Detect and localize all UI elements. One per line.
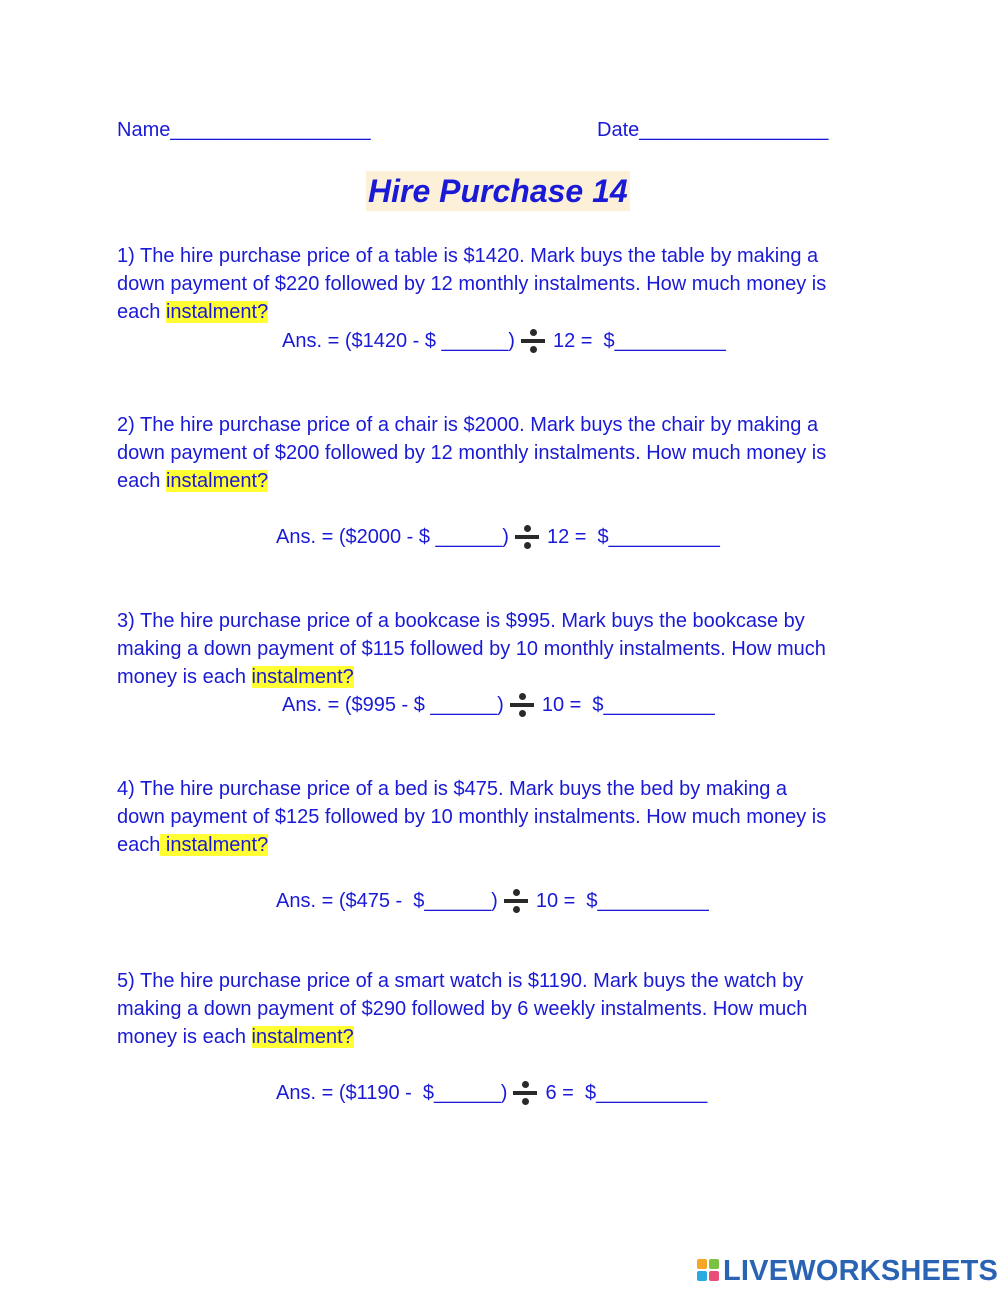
division-icon [504, 889, 528, 913]
answer-left[interactable]: Ans. = ($1190 - $______) [276, 1082, 508, 1104]
liveworksheets-logo [697, 1253, 998, 1289]
answer-5 [276, 1079, 707, 1107]
division-icon [521, 329, 545, 353]
worksheet-title: Hire Purchase 14 [368, 173, 628, 209]
highlight-instalment: instalment? [165, 301, 269, 323]
question-text: 4) The hire purchase price of a bed is $475. Mark buys the bed by making a down payment of $125 followed by 10 monthly instalments. How much money is each [117, 778, 827, 856]
question-text: 2) The hire purchase price of a chair is $2000. Mark buys the chair by making a down payment of $200 followed by 12 monthly instalments. How much money is each [117, 414, 827, 492]
division-icon [513, 1081, 537, 1105]
question-5 [117, 967, 887, 1051]
division-icon [510, 693, 534, 717]
highlight-instalment: instalment? [251, 1026, 354, 1048]
question-4 [117, 775, 887, 859]
highlight-instalment: instalment? [160, 834, 269, 856]
logo-text: LIVEWORKSHEETS [723, 1254, 999, 1287]
answer-4 [276, 887, 709, 915]
answer-right[interactable]: 10 = $__________ [541, 694, 715, 716]
question-2 [117, 411, 887, 495]
answer-left[interactable]: Ans. = ($475 - $______) [276, 890, 498, 912]
highlight-instalment: instalment? [165, 470, 269, 492]
division-icon [515, 525, 539, 549]
answer-left[interactable]: Ans. = ($1420 - $ ______) [282, 330, 515, 352]
highlight-instalment: instalment? [251, 666, 354, 688]
answer-right[interactable]: 12 = $__________ [546, 526, 720, 548]
date-field[interactable]: Date_________________ [597, 119, 829, 141]
answer-1 [282, 327, 726, 355]
name-field[interactable]: Name__________________ [117, 119, 371, 141]
liveworksheets-logo-icon [697, 1259, 721, 1283]
answer-right[interactable]: 12 = $__________ [552, 330, 726, 352]
answer-right[interactable]: 10 = $__________ [535, 890, 709, 912]
answer-2 [276, 523, 720, 551]
question-3 [117, 607, 887, 691]
answer-left[interactable]: Ans. = ($2000 - $ ______) [276, 526, 509, 548]
answer-left[interactable]: Ans. = ($995 - $ ______) [282, 694, 504, 716]
question-text: 3) The hire purchase price of a bookcase is $995. Mark buys the bookcase by making a down payment of $115 followed by 10 monthly instalments. How much money is each [117, 610, 826, 688]
question-text: 1) The hire purchase price of a table is $1420. Mark buys the table by making a down payment of $220 followed by 12 monthly instalments. How much money is each [117, 245, 827, 323]
question-1 [117, 242, 887, 326]
answer-3 [282, 691, 715, 719]
question-text: 5) The hire purchase price of a smart watch is $1190. Mark buys the watch by making a down payment of $290 followed by 6 weekly instalments. How much money is each [117, 970, 808, 1048]
answer-right[interactable]: 6 = $__________ [545, 1082, 708, 1104]
